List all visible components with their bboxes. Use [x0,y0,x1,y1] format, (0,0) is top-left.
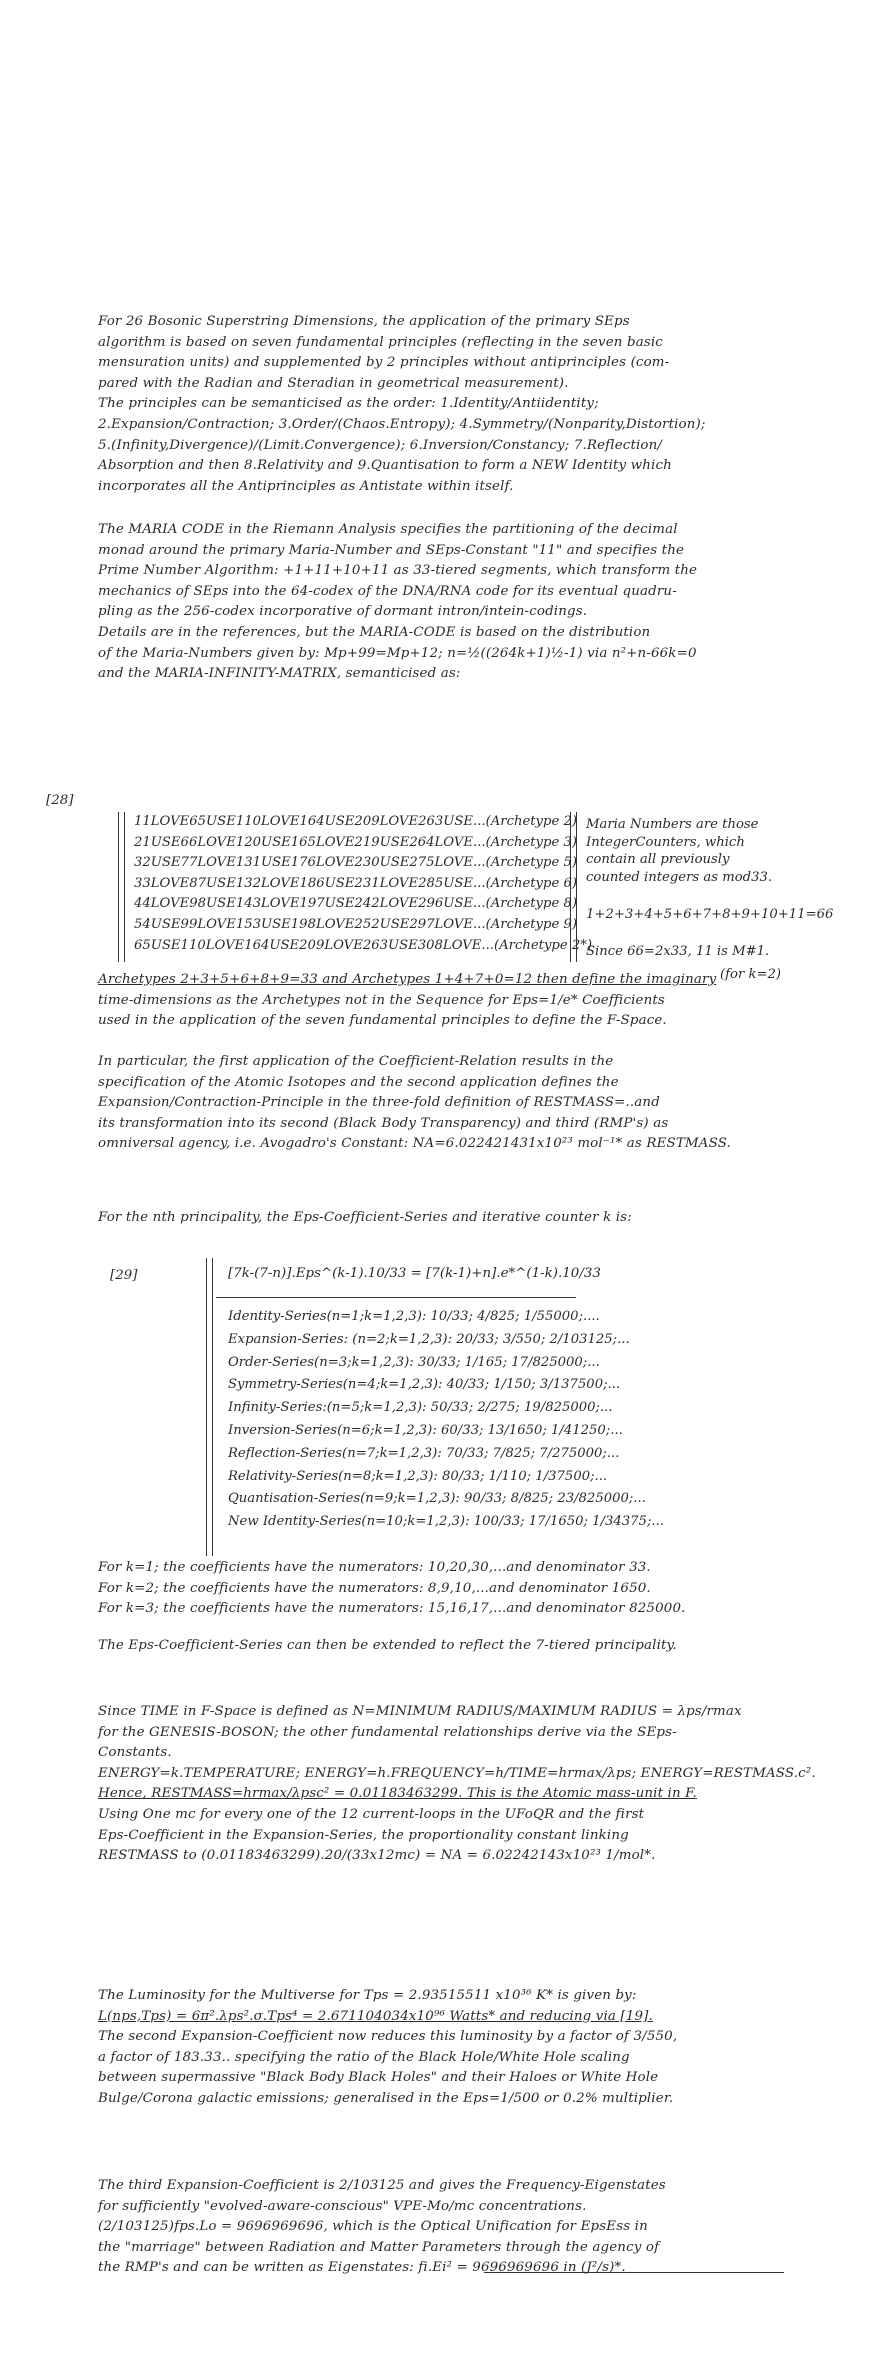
coefficient-formula: [7k-(7-n)].Eps^(k-1).10/33 = [7(k-1)+n].e*^(1-k).10/33 [228,1266,601,1281]
text-line: Since TIME in F-Space is defined as N=MINIMUM RADIUS/MAXIMUM RADIUS = λps/rmax [98,1704,742,1719]
paragraph-numerators [98,1558,838,1620]
text-line: Expansion/Contraction-Principle in the three-fold definition of RESTMASS=..and [98,1095,660,1111]
paragraph-maria-code [98,520,838,685]
text-line: Archetypes 2+3+5+6+8+9=33 and Archetypes 1+4+7+0=12 then define the imaginary [98,972,717,987]
text-line: Using One mc for every one of the 12 current-loops in the UFoQR and the first [98,1806,645,1822]
series-row: Infinity-Series:(n=5;k=1,2,3): 50/33; 2/275; 19/825000;... [228,1400,613,1416]
text-line: a factor of 183.33.. specifying the ratio of the Black Hole/White Hole scaling [98,2049,630,2065]
text-line: mensuration units) and supplemented by 2 principles without antiprinciples (com- [98,355,670,371]
equation-number: [28] [46,793,74,808]
series-row: Reflection-Series(n=7;k=1,2,3): 70/33; 7/825; 7/275000;... [228,1445,620,1461]
note-line: IntegerCounters, which [586,834,745,850]
series-row: Symmetry-Series(n=4;k=1,2,3): 40/33; 1/150; 3/137500;... [228,1377,621,1393]
note-sum-line: 1+2+3+4+5+6+7+8+9+10+11=66 [586,907,834,922]
series-row: Order-Series(n=3;k=1,2,3): 30/33; 1/165; 17/825000;... [228,1354,600,1370]
text-line: incorporates all the Antiprinciples as Antistate within itself. [98,478,514,494]
text-line: Constants. [98,1745,172,1761]
text-line: the RMP's and can be written as Eigenstates: fi.Ei² = 9696969696 in (J²/s)*. [98,2260,626,2276]
text-line: Eps-Coefficient in the Expansion-Series, the proportionality constant linking [98,1827,629,1843]
text-line: Details are in the references, but the MARIA-CODE is based on the distribution [98,624,651,640]
text-line: used in the application of the seven fundamental principles to define the F-Space. [98,1013,667,1029]
text-line: The principles can be semanticised as the order: 1.Identity/Antiidentity; [98,396,599,412]
note-since-line: Since 66=2x33, 11 is M#1. [586,944,770,959]
maria-infinity-matrix [134,812,592,956]
text-line: and the MARIA-INFINITY-MATRIX, semanticised as: [98,666,461,682]
text-line: of the Maria-Numbers given by: Mp+99=Mp+12; n=½((264k+1)½-1) via n²+n-66k=0 [98,645,697,661]
bracket-line [118,812,119,962]
paragraph-archetypes [98,970,838,1032]
series-row: New Identity-Series(n=10;k=1,2,3): 100/33; 17/1650; 1/34375;... [228,1514,664,1530]
matrix-row: 11LOVE65USE110LOVE164USE209LOVE263USE...(Archetype 2) [134,814,577,829]
paragraph-extension [98,1636,838,1657]
text-line: In particular, the first application of the Coefficient-Relation results in the [98,1054,614,1069]
text-line: (2/103125)fps.Lo = 9696969696, which is the Optical Unification for EpsEss in [98,2219,648,2235]
text-line: between supermassive "Black Body Black Holes" and their Haloes or White Hole [98,2070,659,2086]
note-sum [586,906,833,924]
note-line: contain all previously [586,852,730,867]
text-line: specification of the Atomic Isotopes and the second application defines the [98,1074,619,1090]
text-line: 2.Expansion/Contraction; 3.Order/(Chaos.Entropy); 4.Symmetry/(Nonparity,Distortion); [98,416,706,432]
text-line: The second Expansion-Coefficient now reduces this luminosity by a factor of 3/550, [98,2029,678,2045]
text-line: The Luminosity for the Multiverse for Tps = 2.93515511 x10³⁶ K* is given by: [98,1988,637,2003]
text-line: For k=1; the coefficients have the numerators: 10,20,30,...and denominator 33. [98,1560,651,1575]
text-line: monad around the primary Maria-Number and SEps-Constant "11" and specifies the [98,542,685,558]
matrix-row: 54USE99LOVE153USE198LOVE252USE297LOVE...(Archetype 9) [134,916,577,932]
bracket-line [206,1258,207,1556]
text-line: its transformation into its second (Black Body Transparency) and third (RMP's) as [98,1115,669,1131]
text-line: For 26 Bosonic Superstring Dimensions, the application of the primary SEps [98,314,630,329]
series-row: Identity-Series(n=1;k=1,2,3): 10/33; 4/825; 1/55000;.... [228,1309,600,1324]
text-line: RESTMASS to (0.01183463299).20/(33x12mc) = NA = 6.02242143x10²³ 1/mol*. [98,1848,656,1864]
text-line: pling as the 256-codex incorporative of dormant intron/intein-codings. [98,604,588,620]
series-row: Relativity-Series(n=8;k=1,2,3): 80/33; 1/110; 1/37500;... [228,1468,608,1484]
text-line: omniversal agency, i.e. Avogadro's Constant: NA=6.022421431x10²³ mol⁻¹* as RESTMASS. [98,1136,731,1152]
paragraph-nth-principality [98,1208,838,1229]
series-row: Inversion-Series(n=6;k=1,2,3): 60/33; 13/1650; 1/41250;... [228,1422,623,1438]
eigenstate-underline [484,2272,784,2273]
text-line: For the nth principality, the Eps-Coefficient-Series and iterative counter k is: [98,1210,632,1225]
text-line: for sufficiently "evolved-aware-conscious" VPE-Mo/mc concentrations. [98,2198,587,2214]
paragraph-eigenstates [98,2176,838,2279]
text-line: the "marriage" between Radiation and Matter Parameters through the agency of [98,2239,660,2255]
formula-rule [216,1297,576,1298]
text-line: for the GENESIS-BOSON; the other fundamental relationships derive via the SEps- [98,1724,677,1740]
paragraph-luminosity [98,1986,838,2110]
text-line: Bulge/Corona galactic emissions; generalised in the Eps=1/500 or 0.2% multiplier. [98,2090,674,2106]
paragraph-avogadro [98,1052,838,1155]
text-line: For k=2; the coefficients have the numerators: 8,9,10,...and denominator 1650. [98,1580,651,1596]
text-line: 5.(Infinity,Divergence)/(Limit.Convergence); 6.Inversion/Constancy; 7.Reflection/ [98,437,663,453]
coefficient-series-list [228,1306,664,1534]
text-line: The third Expansion-Coefficient is 2/103125 and gives the Frequency-Eigenstates [98,2178,666,2193]
text-line: Hence, RESTMASS=hrmax/λpsc² = 0.01183463299. This is the Atomic mass-unit in F. [98,1786,697,1802]
note-line: Maria Numbers are those [586,817,759,832]
note-since [586,943,769,961]
bracket-line [124,812,125,962]
text-line: The Eps-Coefficient-Series can then be extended to reflect the 7-tiered principality. [98,1638,677,1653]
series-row: Quantisation-Series(n=9;k=1,2,3): 90/33; 8/825; 23/825000;... [228,1491,646,1507]
note-line: counted integers as mod33. [586,869,773,885]
equation-number: [29] [110,1268,138,1283]
maria-numbers-note [586,816,772,886]
text-line: pared with the Radian and Steradian in geometrical measurement). [98,375,569,391]
text-line: algorithm is based on seven fundamental principles (reflecting in the seven basic [98,334,663,350]
text-line: mechanics of SEps into the 64-codex of the DNA/RNA code for its eventual quadru- [98,583,677,599]
bracket-line [212,1258,213,1556]
text-line: Prime Number Algorithm: +1+11+10+11 as 33-tiered segments, which transform the [98,563,698,579]
text-line: L(nps,Tps) = 6π².λps².σ.Tps⁴ = 2.671104034x10⁹⁶ Watts* and reducing via [19]. [98,2008,653,2024]
matrix-row: 32USE77LOVE131USE176LOVE230USE275LOVE...(Archetype 5) [134,855,577,871]
text-line: The MARIA CODE in the Riemann Analysis specifies the partitioning of the decimal [98,522,678,537]
text-line: time-dimensions as the Archetypes not in the Sequence for Eps=1/e* Coefficients [98,992,665,1008]
matrix-row: 21USE66LOVE120USE165LOVE219USE264LOVE...(Archetype 3) [134,834,577,850]
series-row: Expansion-Series: (n=2;k=1,2,3): 20/33; 3/550; 2/103125;... [228,1331,630,1347]
matrix-row: 44LOVE98USE143LOVE197USE242LOVE296USE...(Archetype 8) [134,896,577,912]
matrix-row: 65USE110LOVE164USE209LOVE263USE308LOVE...(Archetype 2*) [134,937,592,953]
text-line: Absorption and then 8.Relativity and 9.Quantisation to form a NEW Identity which [98,458,672,474]
text-line: For k=3; the coefficients have the numerators: 15,16,17,...and denominator 825000. [98,1601,686,1617]
matrix-row: 33LOVE87USE132LOVE186USE231LOVE285USE...(Archetype 6) [134,875,577,891]
note-fork-line: (for k=2) [720,967,782,982]
paragraph-principles [98,312,838,497]
paragraph-time-f-space [98,1702,838,1867]
text-line: ENERGY=k.TEMPERATURE; ENERGY=h.FREQUENCY=h/TIME=hrmax/λps; ENERGY=RESTMASS.c². [98,1765,816,1781]
